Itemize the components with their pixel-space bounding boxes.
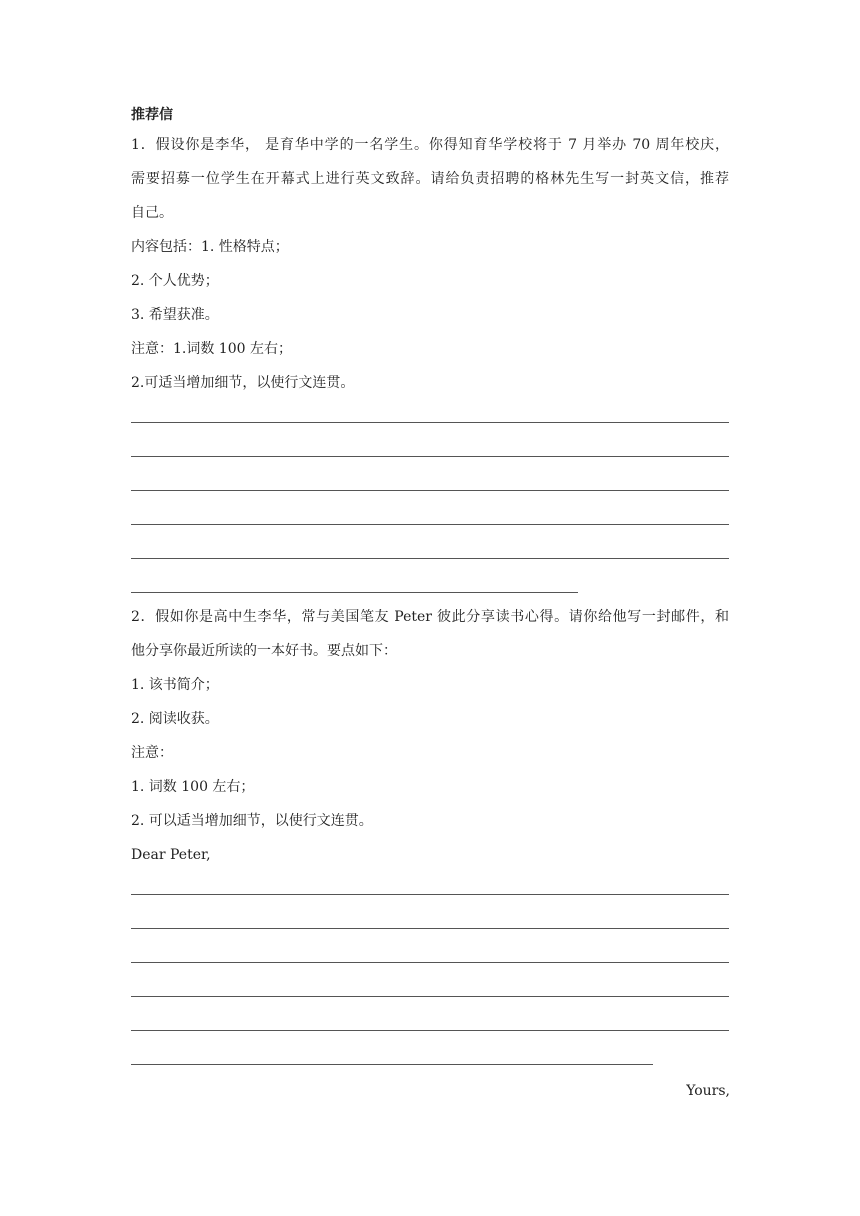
q1-prompt-line-2: 需要招募一位学生在开幕式上进行英文致辞。请给负责招聘的格林先生写一封英文信，推荐 [131, 171, 729, 187]
q2-prompt-line-1: 2．假如你是高中生李华，常与美国笔友 Peter 彼此分享读书心得。请你给他写一封邮件，和 [131, 609, 729, 625]
letter-greeting: Dear Peter, [131, 847, 211, 863]
q1-answer-line [131, 592, 578, 593]
q1-answer-line [131, 490, 729, 491]
q2-answer-line [131, 894, 729, 895]
q1-answer-line [131, 524, 729, 525]
q1-note-1: 注意：1.词数 100 左右； [131, 341, 292, 357]
q1-point-2: 2. 个人优势； [131, 273, 219, 289]
q2-point-2: 2. 阅读收获。 [131, 711, 219, 727]
q2-note-1: 1. 词数 100 左右； [131, 779, 255, 795]
q2-answer-line [131, 962, 729, 963]
q2-answer-line [131, 928, 729, 929]
q1-point-3: 3. 希望获准。 [131, 307, 219, 323]
q1-answer-line [131, 422, 729, 423]
q2-answer-line [131, 1030, 729, 1031]
letter-closing: Yours, [686, 1083, 730, 1099]
q2-answer-line [131, 996, 729, 997]
q2-answer-line [131, 1064, 653, 1065]
q1-note-2: 2.可适当增加细节，以使行文连贯。 [131, 375, 355, 391]
q1-prompt-line-3: 自己。 [131, 205, 173, 221]
q1-answer-line [131, 558, 729, 559]
q2-prompt-line-2: 他分享你最近所读的一本好书。要点如下： [131, 643, 397, 659]
q2-note-2: 2. 可以适当增加细节，以使行文连贯。 [131, 813, 373, 829]
section-heading: 推荐信 [131, 107, 173, 123]
q2-point-1: 1. 该书简介； [131, 677, 219, 693]
q1-answer-line [131, 456, 729, 457]
q1-prompt-line-1: 1．假设你是李华， 是育华中学的一名学生。你得知育华学校将于 7 月举办 70 周年校庆， [131, 137, 729, 153]
q2-note-label: 注意： [131, 745, 173, 761]
q1-content-intro: 内容包括：1. 性格特点； [131, 239, 289, 255]
